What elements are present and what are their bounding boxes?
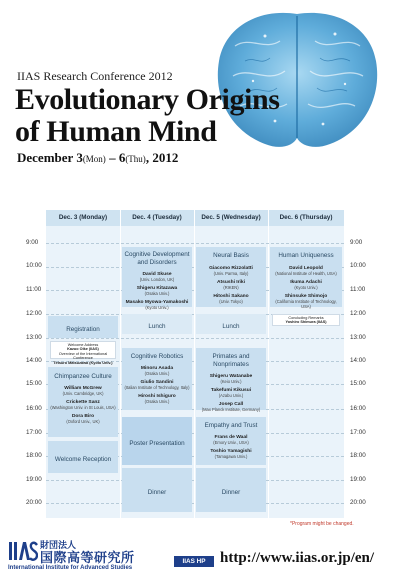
- logo-text-jp-large: 国際高等研究所: [40, 550, 135, 565]
- time-label: 20:00: [26, 499, 42, 506]
- title-line-1: Evolutionary Origins: [15, 83, 280, 116]
- day-header-mon: Dec. 3 (Monday): [58, 214, 108, 221]
- time-label: 12:00: [350, 310, 366, 317]
- date-start-day: (Mon): [82, 154, 106, 164]
- time-label: 18:00: [26, 452, 42, 459]
- session-dinner-wed: Dinner: [196, 468, 266, 512]
- column-divider: [120, 210, 121, 518]
- session-welcome-reception: Welcome Reception: [48, 441, 118, 473]
- column-divider: [268, 210, 269, 518]
- speaker: Ikuma Adachi (Kyoto Univ.): [290, 279, 322, 291]
- speaker: Giacomo Rizzolatti (Univ. Parma, Italy): [209, 266, 253, 277]
- session-neural-basis: [196, 247, 266, 307]
- speaker: Hiroshi Ishiguro (Osaka Univ.): [138, 393, 176, 405]
- session-title: Human Uniqueness: [278, 252, 334, 259]
- conference-label: IIAS Research Conference 2012: [17, 69, 173, 83]
- homepage-badge: IIAS HP: [174, 556, 214, 567]
- speaker: Shinsuke Shimojo (California Institute of Technology, USA): [275, 293, 337, 310]
- time-label: 10:00: [350, 262, 366, 269]
- page-title: [15, 84, 280, 148]
- speaker: Atsushi Iriki (RIKEN): [217, 279, 245, 291]
- time-label: 18:00: [350, 452, 366, 459]
- speaker: William McGrew (Univ. Cambridge, UK): [62, 386, 104, 397]
- date-start: December 3: [17, 150, 83, 165]
- title-line-2: of Human Mind: [15, 115, 217, 148]
- time-label: 12:00: [26, 310, 42, 317]
- speaker: Shigeru Kitazawa (Osaka Univ.): [136, 285, 178, 297]
- schedule-table: [46, 210, 344, 518]
- speaker: Giulio Sandini (Italian Institute of Technology, Italy): [124, 379, 190, 391]
- time-label: 14:00: [350, 357, 366, 364]
- time-label: 11:00: [350, 286, 366, 293]
- session-registration: Registration: [48, 316, 118, 338]
- date-year: , 2012: [145, 150, 179, 165]
- session-cognitive-development: [122, 247, 192, 311]
- time-label: 10:00: [26, 262, 42, 269]
- time-label: 16:00: [350, 405, 366, 412]
- time-label: 11:00: [26, 286, 42, 293]
- speaker: Toshio Yamagishi (Tamagawa Univ.): [210, 448, 252, 460]
- iias-logo[interactable]: [8, 538, 178, 578]
- time-label: 20:00: [350, 499, 366, 506]
- time-label: 15:00: [26, 380, 42, 387]
- time-label: 13:00: [26, 334, 42, 341]
- session-poster-presentation: Poster Presentation: [122, 417, 192, 465]
- session-title: Cognitive Development and Disorders: [124, 251, 190, 266]
- session-title: Empathy and Trust: [204, 422, 258, 429]
- speaker: Masako Myowa-Yamakoshi (Kyoto Univ.): [125, 299, 189, 311]
- session-lunch-tue: Lunch: [122, 314, 192, 334]
- gridline: [46, 480, 344, 481]
- program-change-note: *Program might be changed.: [290, 521, 354, 527]
- logo-text-en: International Institute for Advanced Studies: [8, 565, 133, 571]
- time-label: 16:00: [26, 405, 42, 412]
- speaker: Hitoshi Sakano (Univ. Tokyo): [213, 293, 249, 305]
- time-label: 19:00: [26, 476, 42, 483]
- time-label: 15:00: [350, 380, 366, 387]
- speaker: Minoru Asada (Osaka Univ.): [140, 366, 174, 377]
- time-label: 14:00: [26, 357, 42, 364]
- time-label: 17:00: [350, 429, 366, 436]
- speaker: Takefumi Kikusui (Azabu Univ.): [210, 387, 252, 399]
- date-end: 6: [118, 150, 126, 165]
- iias-mark-icon: [8, 540, 38, 562]
- speaker: Shigeru Watanabe (Keio Univ.): [209, 374, 253, 385]
- day-header-thu: Dec. 6 (Thursday): [279, 214, 333, 221]
- speaker: David Skuse (Univ. London, UK): [139, 272, 175, 283]
- session-title: Neural Basis: [213, 252, 249, 259]
- time-label: 19:00: [350, 476, 366, 483]
- conference-date: [17, 150, 178, 166]
- column-divider: [194, 210, 195, 518]
- logo-text-jp-small: 財団法人: [40, 540, 77, 550]
- session-title: Primates and Nonprimates: [212, 353, 250, 368]
- day-header-tue: Dec. 4 (Tuesday): [132, 214, 182, 221]
- speaker: David Leopold (National Institute of Health, USA): [275, 266, 337, 277]
- gridline: [46, 243, 344, 244]
- gridline: [46, 503, 344, 504]
- session-cognitive-robotics: [122, 348, 192, 410]
- date-end-day: (Thu): [125, 154, 146, 164]
- session-empathy-trust: [196, 417, 266, 465]
- speaker: Josep Call (Max Planck Institute, Germany): [201, 401, 261, 413]
- time-label: 13:00: [350, 334, 366, 341]
- concluding-remarks-note: Concluding Remarks Yoshiro Shimura (IIAS): [272, 314, 340, 326]
- session-title: Chimpanzee Culture: [54, 373, 112, 380]
- session-chimpanzee-culture: [48, 367, 118, 437]
- session-human-uniqueness: [270, 247, 342, 310]
- session-dinner-tue: Dinner: [122, 468, 192, 512]
- gridline: [46, 338, 344, 339]
- day-header-wed: Dec. 5 (Wednesday): [201, 214, 261, 221]
- session-title: Cognitive Robotics: [130, 353, 184, 360]
- time-label: 9:00: [26, 239, 39, 246]
- session-primates-nonprimates: [196, 348, 266, 413]
- session-lunch-wed: Lunch: [196, 314, 266, 334]
- time-label: 9:00: [350, 239, 363, 246]
- speaker: Dora Biro (Oxford Univ., UK): [66, 413, 100, 425]
- speaker: Frans de Waal (Emory Univ., USA): [213, 435, 249, 446]
- date-separator: –: [105, 150, 119, 165]
- speaker: Crickette Sanz (Washington Univ. in St Louis, USA): [50, 399, 116, 411]
- welcome-address-note: Welcome Address Kazuo Oike (IIAS) Overview of the International Conference Tetsuro Matsuzawa (Kyoto Univ.): [50, 341, 116, 359]
- website-link[interactable]: http://www.iias.or.jp/en/: [220, 550, 375, 566]
- time-label: 17:00: [26, 429, 42, 436]
